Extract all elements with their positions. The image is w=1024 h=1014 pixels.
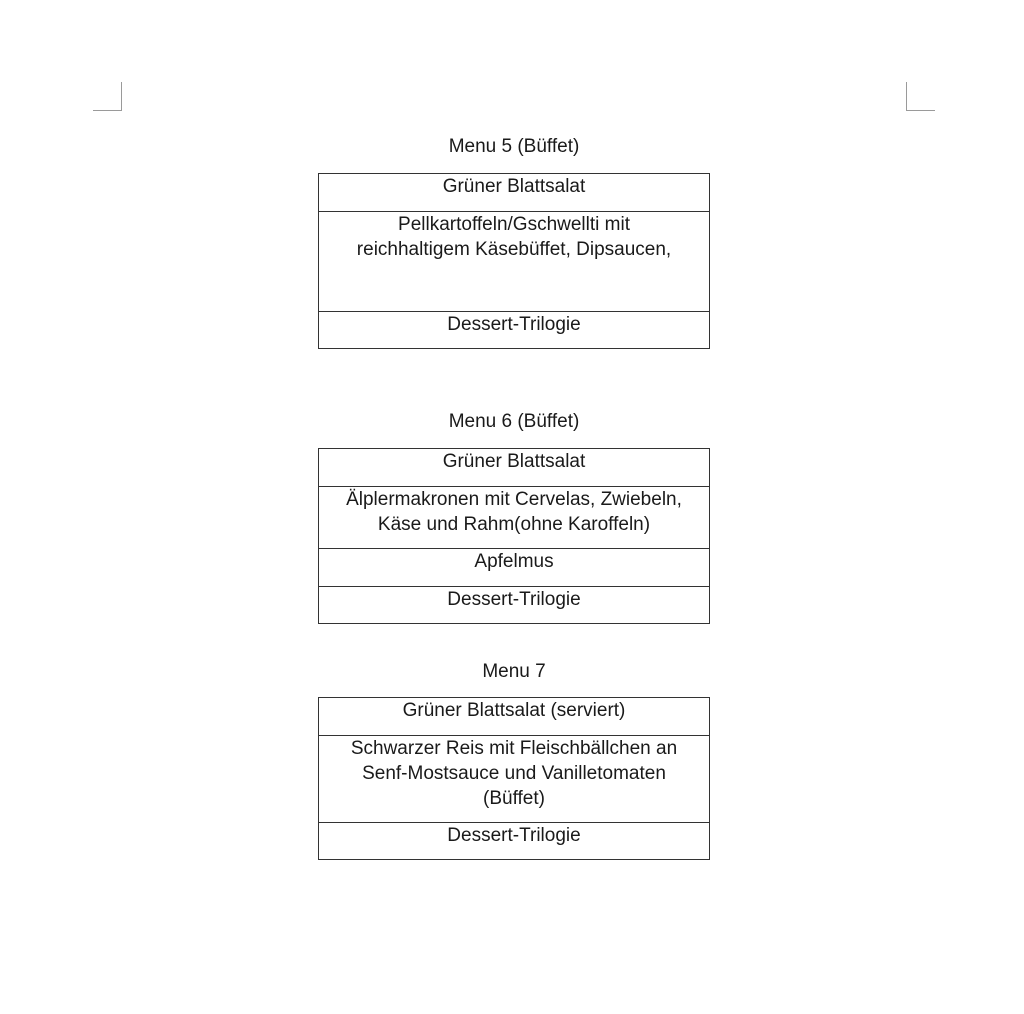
menu-6-row-4: Dessert-Trilogie (447, 589, 581, 610)
menu-6-row-3: Apfelmus (319, 549, 709, 587)
crop-mark-top-right (906, 82, 935, 111)
menu-7-row-1: Grüner Blattsalat (serviert) (319, 698, 709, 736)
crop-mark-top-left (93, 82, 122, 111)
menu-5-table (318, 173, 710, 349)
menu-5-title: Menu 5 (Büffet) (448, 136, 580, 157)
menu-6-title: Menu 6 (Büffet) (448, 411, 580, 432)
menu-5-row-2: Pellkartoffeln/Gschwellti mit reichhaltigem Käsebüffet, Dipsaucen, (319, 212, 709, 312)
menu-6-row-1: Grüner Blattsalat (319, 449, 709, 487)
menu-7-row-3: Dessert-Trilogie (447, 825, 581, 846)
menu-5-row-1: Grüner Blattsalat (319, 174, 709, 212)
menu-6-table (318, 448, 710, 624)
menu-7-row-2: Schwarzer Reis mit Fleischbällchen an Senf-Mostsauce und Vanilletomaten (Büffet) (319, 736, 709, 823)
menu-6-row-2: Älplermakronen mit Cervelas, Zwiebeln, Käse und Rahm(ohne Karoffeln) (319, 487, 709, 549)
menu-7-title: Menu 7 (482, 661, 546, 682)
menu-7-table (318, 697, 710, 860)
menu-5-row-3: Dessert-Trilogie (447, 314, 581, 335)
